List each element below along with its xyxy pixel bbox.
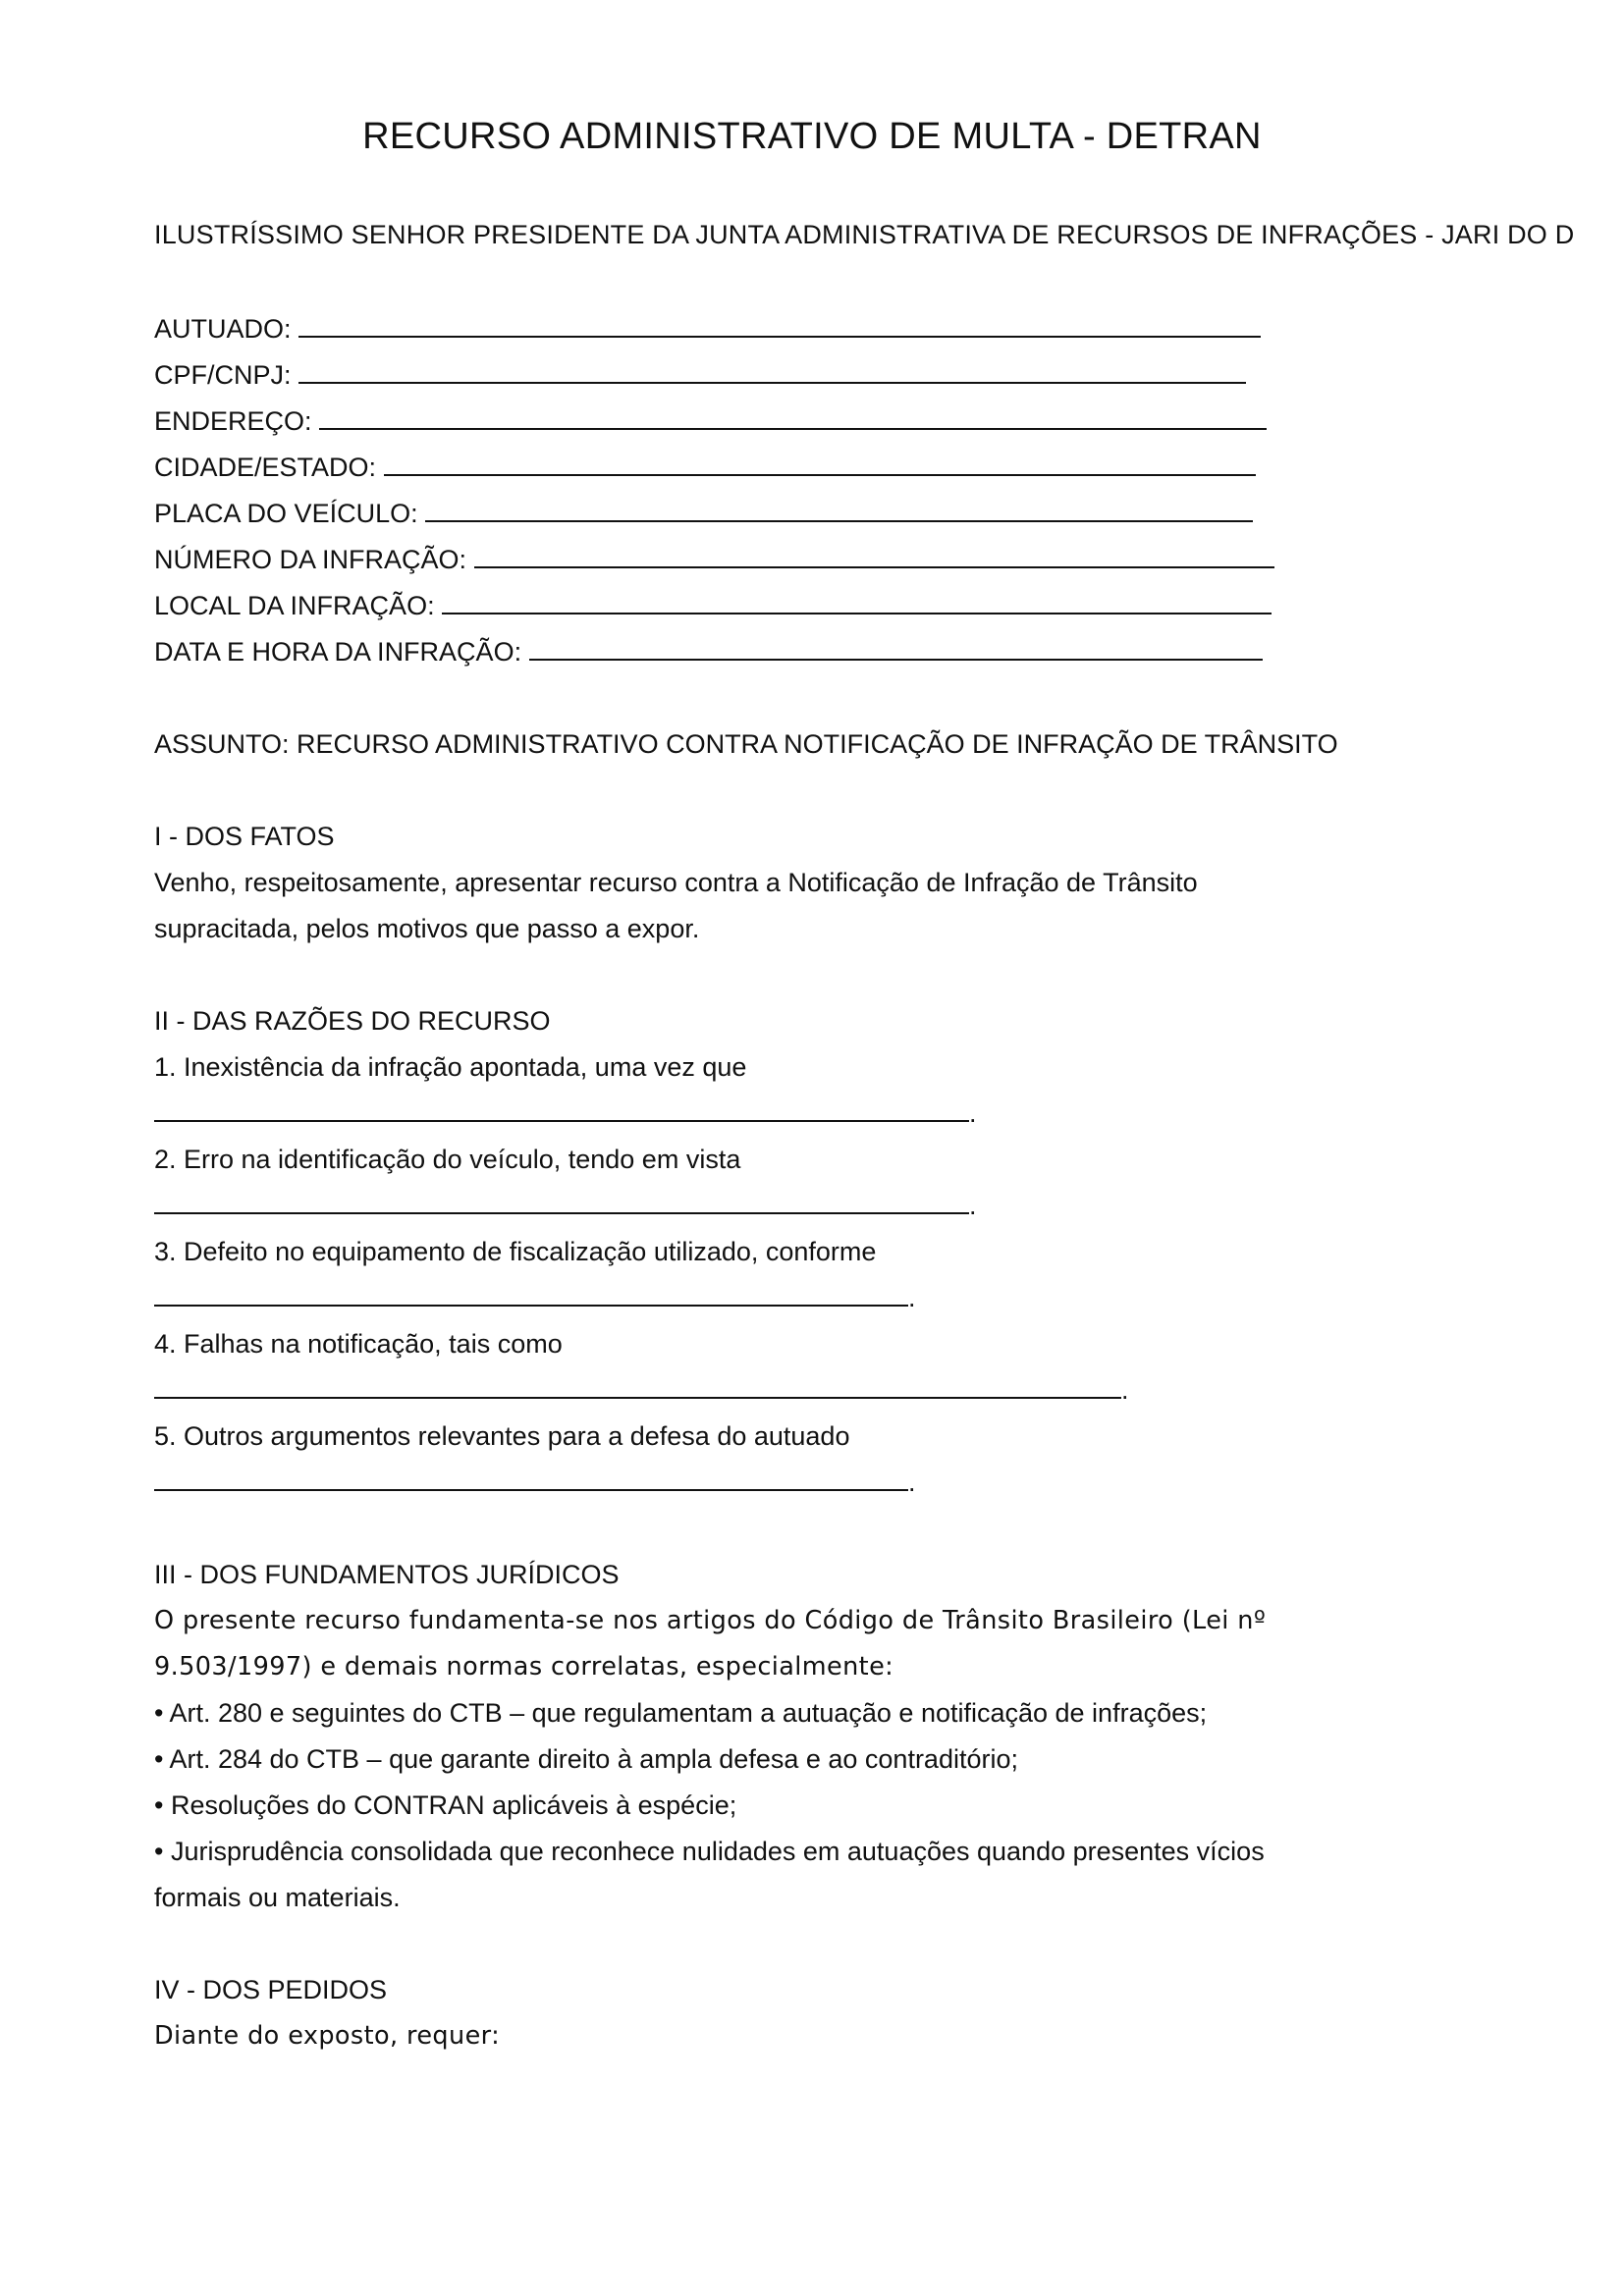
reason-item-1: 1. Inexistência da infração apontada, uma vez que: [154, 1052, 747, 1082]
field-label: LOCAL DA INFRAÇÃO:: [154, 591, 435, 620]
reason-blank-3: [154, 1281, 916, 1314]
paragraph-line: Venho, respeitosamente, apresentar recurso contra a Notificação de Infração de Trânsito: [154, 868, 1198, 897]
field-numero-infracao: [154, 543, 1274, 576]
blank-line: [298, 314, 1261, 338]
blank-line: [154, 1375, 1121, 1399]
section-heading-fundamentos: III - DOS FUNDAMENTOS JURÍDICOS: [154, 1560, 620, 1589]
blank-line: [154, 1098, 969, 1122]
reason-blank-5: [154, 1466, 916, 1499]
reason-item-2: 2. Erro na identificação do veículo, tendo em vista: [154, 1145, 741, 1174]
field-label: DATA E HORA DA INFRAÇÃO:: [154, 637, 522, 667]
field-label: AUTUADO:: [154, 314, 292, 344]
field-autuado: [154, 312, 1261, 346]
field-label: ENDEREÇO:: [154, 406, 312, 436]
field-label: CPF/CNPJ:: [154, 360, 292, 390]
field-cpf-cnpj: [154, 358, 1246, 392]
field-placa: [154, 497, 1253, 530]
field-cidade-estado: [154, 451, 1256, 484]
reason-blank-4: [154, 1373, 1129, 1407]
reason-blank-2: [154, 1189, 977, 1222]
field-label: PLACA DO VEÍCULO:: [154, 499, 418, 528]
blank-line: [529, 637, 1263, 661]
document-title: RECURSO ADMINISTRATIVO DE MULTA - DETRAN: [362, 116, 1262, 157]
section-heading-fatos: I - DOS FATOS: [154, 822, 335, 851]
blank-line: [154, 1191, 969, 1214]
blank-line: [298, 360, 1246, 384]
blank-line: [384, 453, 1256, 476]
blank-line: [474, 545, 1274, 568]
paragraph-line: Diante do exposto, requer:: [154, 2021, 501, 2051]
field-label: CIDADE/ESTADO:: [154, 453, 377, 482]
bullet-item: • Resoluções do CONTRAN aplicáveis à espécie;: [154, 1790, 737, 1820]
reason-item-3: 3. Defeito no equipamento de fiscalização utilizado, conforme: [154, 1237, 877, 1266]
blank-line: [154, 1468, 908, 1491]
field-data-hora-infracao: [154, 635, 1263, 668]
field-endereco: [154, 404, 1267, 438]
bullet-item: • Art. 284 do CTB – que garante direito à ampla defesa e ao contraditório;: [154, 1744, 1018, 1774]
field-local-infracao: [154, 589, 1272, 622]
period: .: [908, 1468, 916, 1497]
section-heading-pedidos: IV - DOS PEDIDOS: [154, 1975, 388, 2004]
blank-line: [319, 406, 1267, 430]
blank-line: [425, 499, 1253, 522]
reason-item-5: 5. Outros argumentos relevantes para a defesa do autuado: [154, 1421, 850, 1451]
period: .: [1121, 1375, 1129, 1405]
section-heading-razoes: II - DAS RAZÕES DO RECURSO: [154, 1006, 551, 1036]
bullet-continuation: formais ou materiais.: [154, 1883, 401, 1912]
period: .: [908, 1283, 916, 1312]
paragraph-line: supracitada, pelos motivos que passo a expor.: [154, 914, 700, 943]
blank-line: [154, 1283, 908, 1307]
addressee-line: ILUSTRÍSSIMO SENHOR PRESIDENTE DA JUNTA ADMINISTRATIVA DE RECURSOS DE INFRAÇÕES - JARI DO D: [154, 220, 1575, 249]
bullet-item: • Art. 280 e seguintes do CTB – que regulamentam a autuação e notificação de infrações;: [154, 1698, 1208, 1728]
field-label: NÚMERO DA INFRAÇÃO:: [154, 545, 467, 574]
reason-blank-1: [154, 1096, 977, 1130]
blank-line: [442, 591, 1272, 614]
bullet-item: • Jurisprudência consolidada que reconhece nulidades em autuações quando presentes vícios: [154, 1837, 1265, 1866]
paragraph-line: 9.503/1997) e demais normas correlatas, especialmente:: [154, 1652, 894, 1682]
reason-item-4: 4. Falhas na notificação, tais como: [154, 1329, 563, 1359]
paragraph-line: O presente recurso fundamenta-se nos artigos do Código de Trânsito Brasileiro (Lei nº: [154, 1606, 1267, 1635]
subject-line: ASSUNTO: RECURSO ADMINISTRATIVO CONTRA NOTIFICAÇÃO DE INFRAÇÃO DE TRÂNSITO: [154, 729, 1338, 759]
period: .: [969, 1098, 977, 1128]
period: .: [969, 1191, 977, 1220]
